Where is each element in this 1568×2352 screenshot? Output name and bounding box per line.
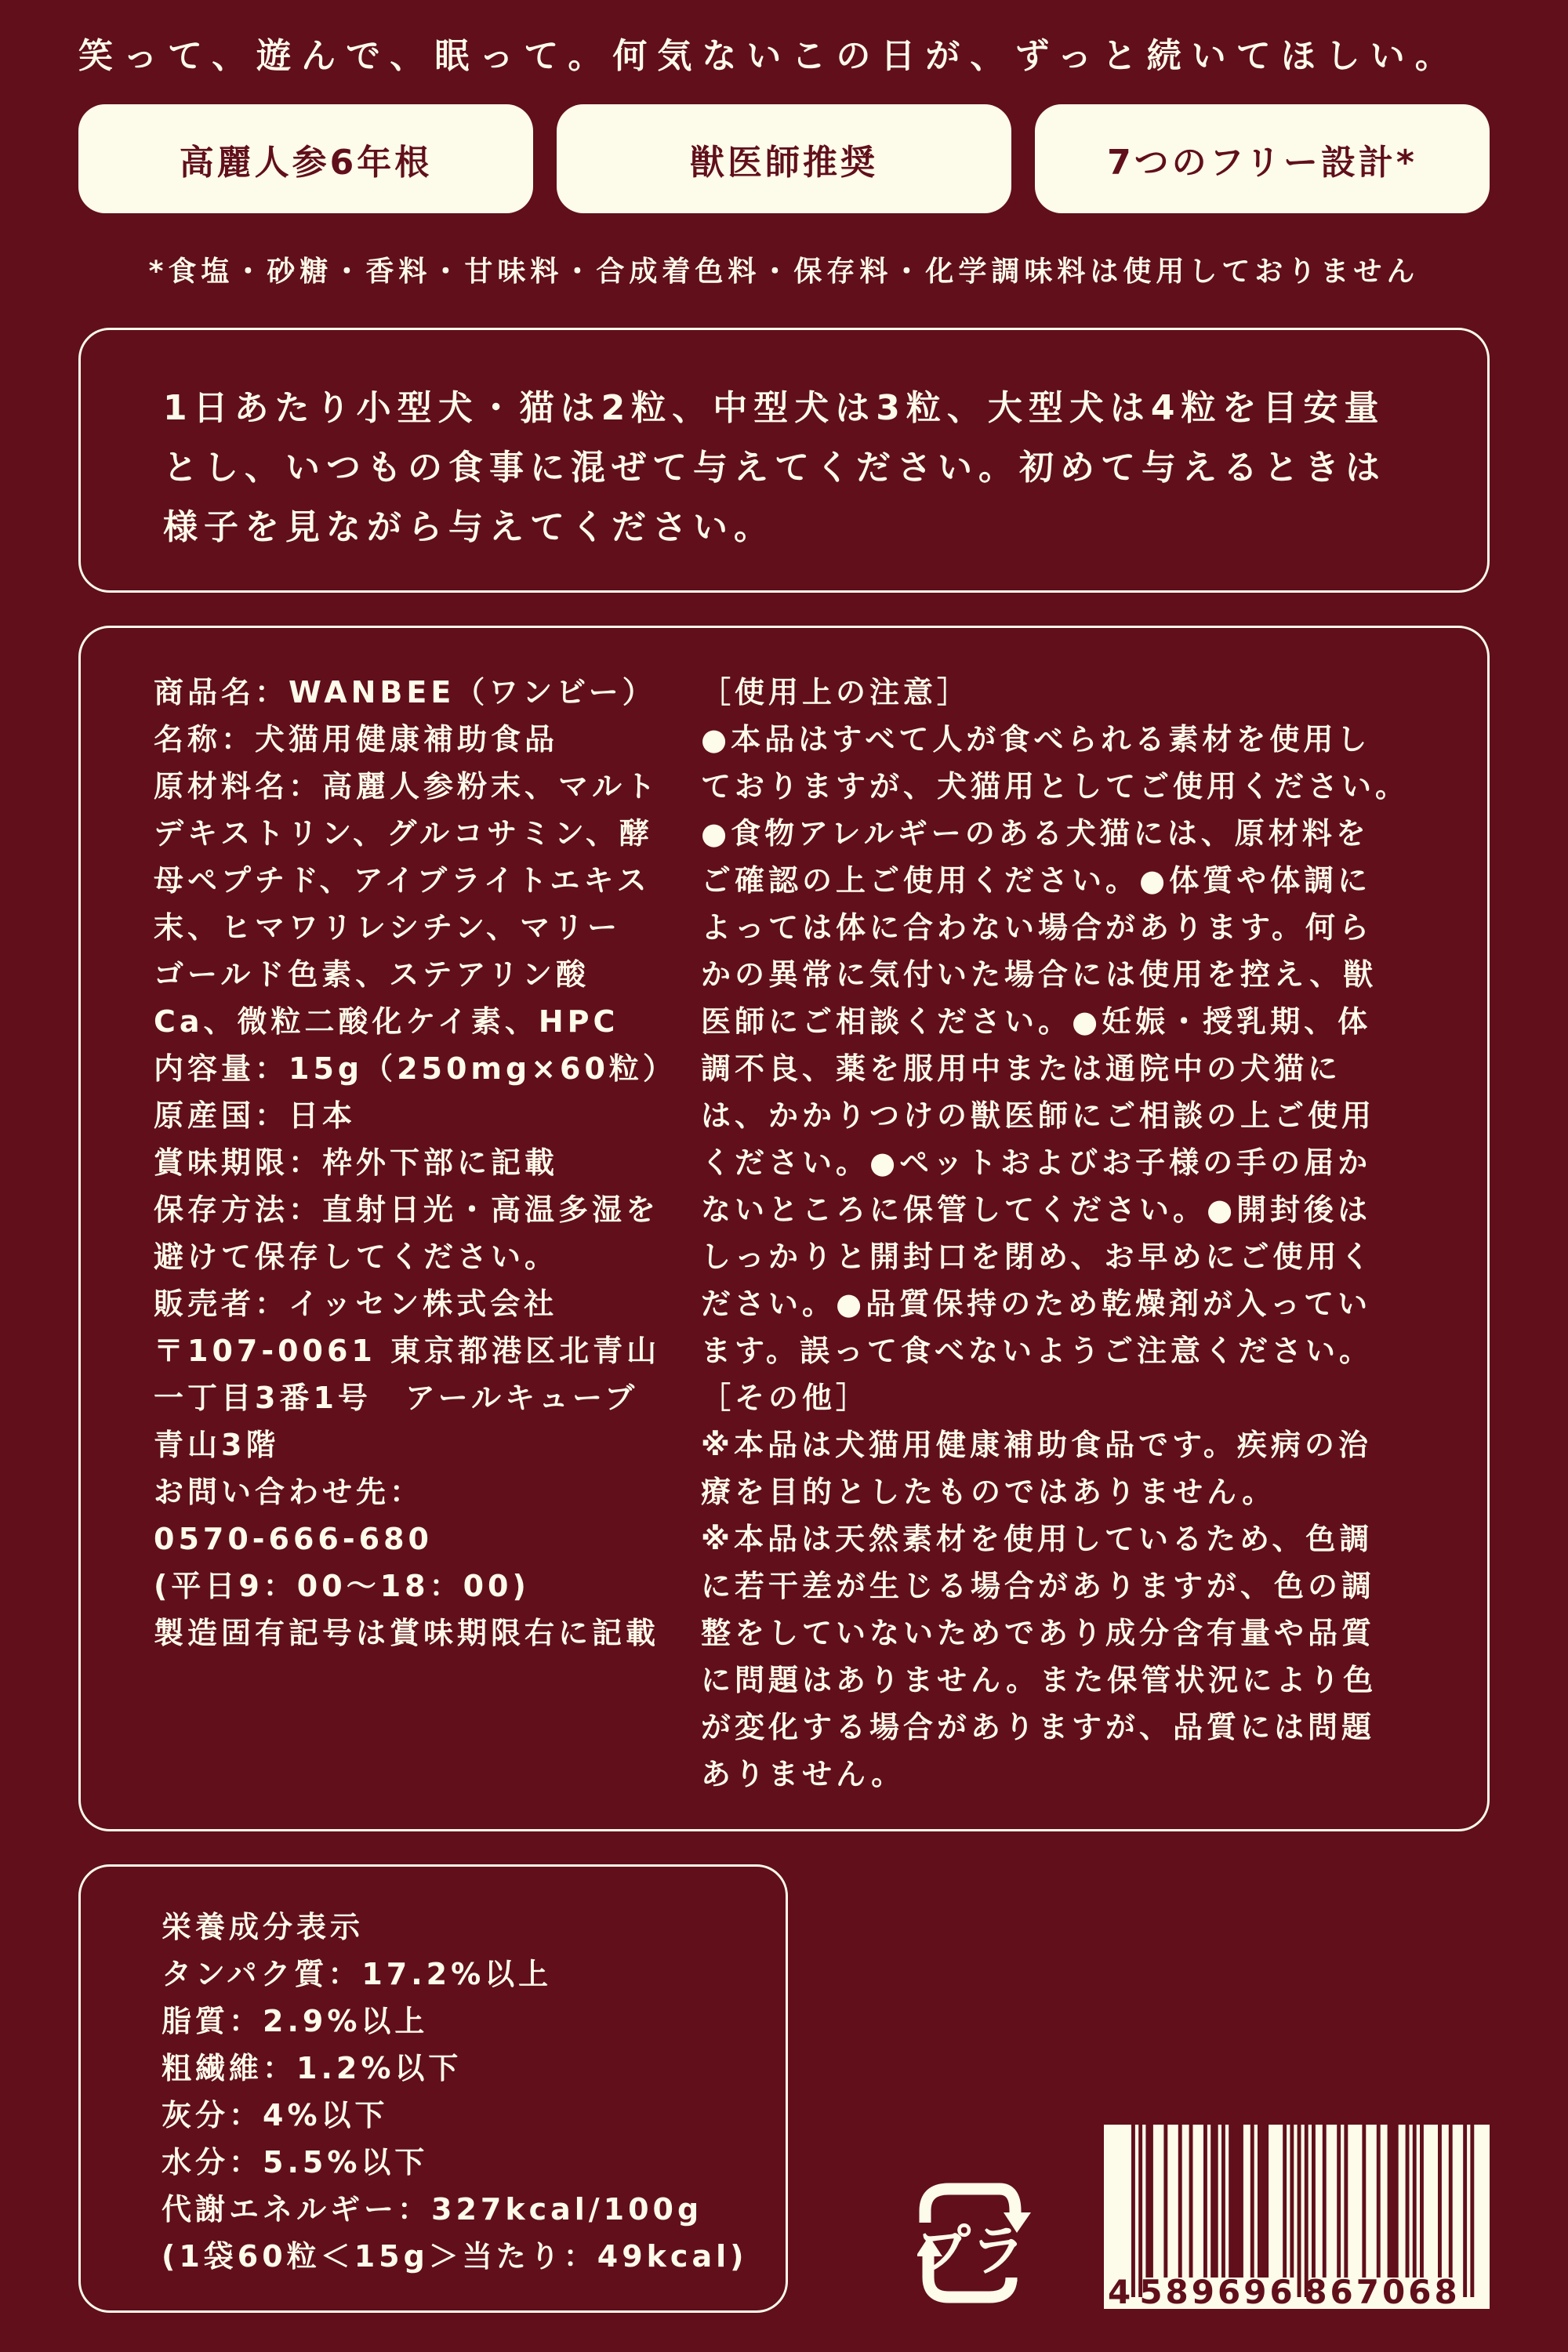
nutrition-line: (1袋60粒＜15g＞当たり：49kcal) xyxy=(162,2239,748,2274)
product-info-line: 青山3階 xyxy=(154,1428,280,1462)
barcode-bar xyxy=(1449,2125,1453,2278)
barcode-bar xyxy=(1232,2125,1236,2278)
barcode-bar xyxy=(1189,2125,1193,2278)
nutrition-box xyxy=(78,1864,788,2313)
product-info-line: 0570-666-680 xyxy=(154,1522,433,1556)
product-info-line: 末、ヒマワリレシチン、マリー xyxy=(154,910,622,945)
badge-seven-free: 7つのフリー設計* xyxy=(1035,104,1490,213)
product-info-line: 保存方法：直射日光・高温多湿を xyxy=(154,1192,660,1227)
product-info-line: Ca、微粒二酸化ケイ素、HPC xyxy=(154,1004,619,1039)
barcode-bar xyxy=(1214,2125,1218,2278)
product-info-line: ゴールド色素、ステアリン酸 xyxy=(154,957,590,992)
usage-note-line: ないところに保管してください。●開封後は xyxy=(701,1192,1372,1227)
barcode-bar xyxy=(1362,2125,1366,2278)
product-info-line: 商品名：WANBEE（ワンビー） xyxy=(154,675,656,710)
usage-note-line: 医師にご相談ください。●妊娠・授乳期、体 xyxy=(701,1004,1372,1039)
usage-note-line: ておりますが、犬猫用としてご使用ください。 xyxy=(701,769,1410,804)
barcode-bar xyxy=(1283,2125,1287,2278)
usage-note-line: が変化する場合がありますが、品質には問題 xyxy=(701,1710,1376,1744)
product-info-line: 内容量：15g（250mg×60粒） xyxy=(154,1051,677,1086)
barcode-bar xyxy=(1388,2125,1392,2278)
product-info-line: 避けて保存してください。 xyxy=(154,1240,559,1274)
usage-note-line: ます。誤って食べないようご注意ください。 xyxy=(701,1334,1373,1368)
barcode-bar xyxy=(1261,2125,1265,2278)
barcode-bar xyxy=(1312,2125,1316,2278)
barcode-bar xyxy=(1344,2125,1348,2278)
barcode-bar xyxy=(1250,2125,1254,2278)
usage-note-line: ありません。 xyxy=(701,1757,906,1791)
nutrition-line: 代謝エネルギー：327kcal/100g xyxy=(162,2192,703,2227)
usage-note-line: ●本品はすべて人が食べられる素材を使用し xyxy=(701,722,1371,757)
product-info-box xyxy=(78,626,1490,1831)
usage-note-line: ご確認の上ご使用ください。●体質や体調に xyxy=(701,863,1372,898)
barcode-bar xyxy=(1203,2125,1207,2278)
nutrition-line: 脂質：2.9%以上 xyxy=(162,2004,429,2038)
product-info-line: お問い合わせ先： xyxy=(154,1475,424,1509)
barcode-bar xyxy=(1463,2125,1467,2297)
usage-note-line: に問題はありません。また保管状況により色 xyxy=(701,1663,1377,1697)
barcode-bar xyxy=(1258,2125,1261,2278)
directions-text xyxy=(163,379,1386,557)
barcode-bar xyxy=(1131,2125,1135,2297)
usage-note-line: ください。●ペットおよびお子様の手の届か xyxy=(701,1145,1372,1180)
usage-note-line: よっては体に合わない場合があります。何ら xyxy=(701,910,1373,945)
barcode-bar xyxy=(1298,2125,1301,2297)
usage-notes-column xyxy=(701,669,1409,1798)
tagline: 笑って、遊んで、眠って。何気ないこの日が、ずっと続いてほしい。 xyxy=(78,36,1460,76)
barcode-digits-left: 589696 xyxy=(1139,2273,1296,2309)
usage-note-line: 療を目的としたものではありません。 xyxy=(701,1475,1276,1509)
barcode-digit-first: 4 xyxy=(1108,2273,1131,2309)
nutrition-line: 灰分：4%以下 xyxy=(162,2098,389,2132)
product-info-line: 製造固有記号は賞味期限右に記載 xyxy=(154,1616,660,1650)
barcode-bar xyxy=(1240,2125,1243,2278)
barcode-bar xyxy=(1236,2125,1240,2278)
barcode-bar xyxy=(1413,2125,1417,2278)
barcode-bar xyxy=(1391,2125,1395,2278)
barcode-bar xyxy=(1178,2125,1182,2278)
product-info-line: 販売者：イッセン株式会社 xyxy=(154,1287,558,1321)
product-info-line: 原材料名：高麗人参粉末、マルト xyxy=(154,769,660,804)
usage-note-line: 整をしていないためであり成分含有量や品質 xyxy=(701,1616,1376,1650)
additive-free-footnote: *食塩・砂糖・香料・甘味料・合成着色料・保存料・化学調味料は使用しておりません xyxy=(148,256,1420,288)
barcode-bar xyxy=(1210,2125,1214,2278)
usage-note-line: に若干差が生じる場合がありますが、色の調 xyxy=(701,1569,1376,1603)
directions-box xyxy=(78,328,1490,593)
directions-line: とし、いつもの食事に混ぜて与えてください。初めて与えるときは xyxy=(163,448,1386,488)
usage-note-line: 調不良、薬を服用中または通院中の犬猫に xyxy=(701,1051,1342,1086)
barcode-bar xyxy=(1420,2125,1424,2278)
directions-line: 様子を見ながら与えてください。 xyxy=(163,507,775,547)
product-info-line: 一丁目3番1号 アールキューブ xyxy=(154,1381,639,1415)
product-info-column xyxy=(154,669,677,1657)
product-info-line: 名称：犬猫用健康補助食品 xyxy=(154,722,559,757)
barcode-bar xyxy=(1163,2125,1167,2278)
nutrition-line: 栄養成分表示 xyxy=(162,1910,365,1944)
product-info-line: デキストリン、グルコサミン、酵 xyxy=(154,816,654,851)
barcode-bar xyxy=(1438,2125,1442,2278)
barcode-digits-right: 867068 xyxy=(1304,2273,1461,2309)
usage-note-line: は、かかりつけの獣医師にご相談の上ご使用 xyxy=(701,1098,1376,1133)
usage-note-line: ※本品は犬猫用健康補助食品です。疾病の治 xyxy=(701,1428,1372,1462)
usage-note-line: ださい。●品質保持のため乾燥剤が入ってい xyxy=(701,1287,1372,1321)
barcode xyxy=(1104,2125,1490,2309)
badge-ginseng: 高麗人参6年根 xyxy=(78,104,533,213)
product-info-line: 母ペプチド、アイブライトエキス xyxy=(154,863,651,898)
usage-note-line: しっかりと開封口を閉め、お早めにご使用く xyxy=(701,1240,1374,1274)
barcode-bar xyxy=(1395,2125,1399,2278)
barcode-bar xyxy=(1265,2125,1269,2278)
badge-vet-recommended: 獣医師推奨 xyxy=(557,104,1011,213)
barcode-bar xyxy=(1145,2125,1149,2278)
barcode-bar xyxy=(1323,2125,1327,2278)
directions-line: 1日あたり小型犬・猫は2粒、中型犬は3粒、大型犬は4粒を目安量 xyxy=(163,388,1385,428)
usage-note-line: かの異常に気付いた場合には使用を控え、獣 xyxy=(701,957,1377,992)
barcode-bar xyxy=(1305,2125,1308,2297)
nutrition-line: 粗繊維：1.2%以下 xyxy=(162,2051,463,2085)
usage-note-line: ［その他］ xyxy=(701,1381,870,1415)
usage-note-line: ●食物アレルギーのある犬猫には、原材料を xyxy=(701,816,1370,851)
nutrition-facts xyxy=(162,1904,747,2280)
barcode-bar xyxy=(1406,2125,1410,2278)
barcode-bar xyxy=(1221,2125,1225,2278)
product-info-line: 賞味期限：枠外下部に記載 xyxy=(154,1145,559,1180)
product-info-line: 〒107-0061 東京都港区北青山 xyxy=(154,1334,661,1368)
product-info-line: 原産国：日本 xyxy=(154,1098,357,1133)
barcode-bar xyxy=(1470,2125,1474,2297)
product-info-line: (平日9：00〜18：00) xyxy=(154,1569,530,1603)
plastic-recycle-icon xyxy=(917,2180,1074,2309)
barcode-bar xyxy=(1290,2125,1294,2278)
usage-note-line: ※本品は天然素材を使用しているため、色調 xyxy=(701,1522,1374,1556)
barcode-bar xyxy=(1229,2125,1232,2278)
nutrition-line: 水分：5.5%以下 xyxy=(162,2145,429,2180)
usage-note-line: ［使用上の注意］ xyxy=(701,675,971,710)
nutrition-line: タンパク質：17.2%以上 xyxy=(162,1957,553,1991)
barcode-bar xyxy=(1377,2125,1381,2278)
plastic-label: プラ xyxy=(917,2219,1025,2283)
barcode-bar xyxy=(1337,2125,1341,2278)
barcode-bar xyxy=(1149,2125,1153,2278)
barcode-bar xyxy=(1138,2125,1142,2297)
